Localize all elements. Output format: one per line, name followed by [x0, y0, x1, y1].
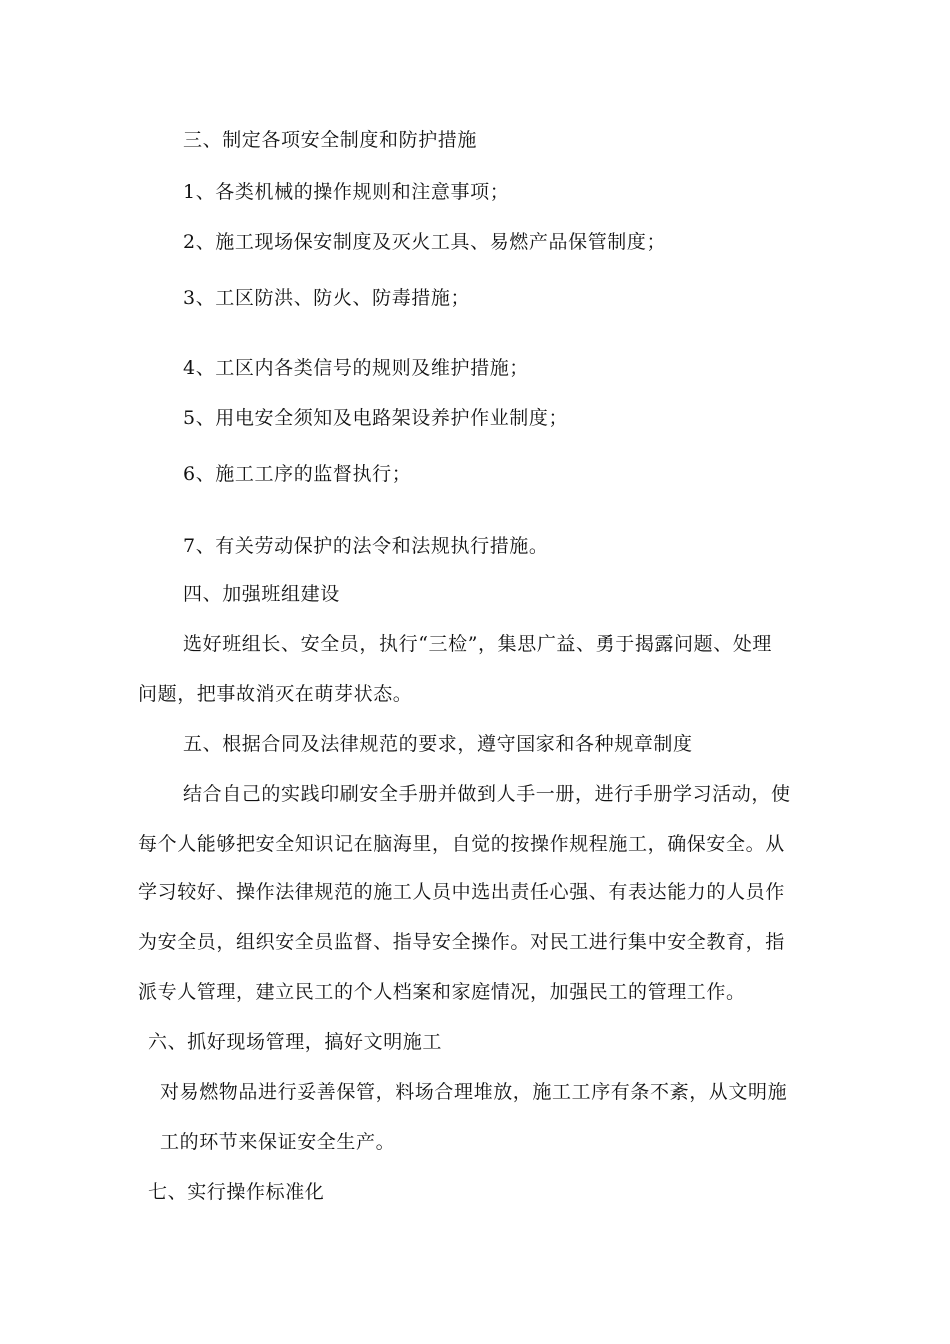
paragraph-section-5-line-4: 为安全员，组织安全员监督、指导安全操作。对民工进行集中安全教育，指 [138, 931, 785, 953]
list-item-1: 1、各类机械的操作规则和注意事项； [183, 181, 510, 203]
paragraph-section-6-line-1: 对易燃物品进行妥善保管，料场合理堆放，施工工序有条不紊，从文明施 [160, 1081, 788, 1103]
paragraph-section-6-line-2: 工的环节来保证安全生产。 [160, 1131, 396, 1153]
paragraph-section-4-line-1: 选好班组长、安全员，执行“三检”，集思广益、勇于揭露问题、处理 [183, 633, 773, 655]
list-item-2: 2、施工现场保安制度及灭火工具、易燃产品保管制度； [183, 231, 667, 253]
paragraph-section-5-line-2: 每个人能够把安全知识记在脑海里，自觉的按操作规程施工，确保安全。从 [138, 833, 785, 855]
list-item-4: 4、工区内各类信号的规则及维护措施； [183, 357, 529, 379]
heading-section-3: 三、制定各项安全制度和防护措施 [183, 129, 478, 151]
heading-section-6: 六、抓好现场管理，搞好文明施工 [148, 1031, 443, 1053]
list-item-5: 5、用电安全须知及电路架设养护作业制度； [183, 407, 569, 429]
list-item-6: 6、施工工序的监督执行； [183, 463, 412, 485]
list-item-3: 3、工区防洪、防火、防毒措施； [183, 287, 471, 309]
paragraph-section-5-line-3: 学习较好、操作法律规范的施工人员中选出责任心强、有表达能力的人员作 [138, 881, 785, 903]
heading-section-7: 七、实行操作标准化 [148, 1181, 325, 1203]
paragraph-section-4-line-2: 问题，把事故消灭在萌芽状态。 [138, 683, 413, 705]
list-item-7: 7、有关劳动保护的法令和法规执行措施。 [183, 535, 549, 557]
paragraph-section-5-line-5: 派专人管理，建立民工的个人档案和家庭情况，加强民工的管理工作。 [138, 981, 746, 1003]
heading-section-4: 四、加强班组建设 [183, 583, 340, 605]
heading-section-5: 五、根据合同及法律规范的要求，遵守国家和各种规章制度 [183, 733, 693, 755]
paragraph-section-5-line-1: 结合自己的实践印刷安全手册并做到人手一册，进行手册学习活动，使 [183, 783, 791, 805]
